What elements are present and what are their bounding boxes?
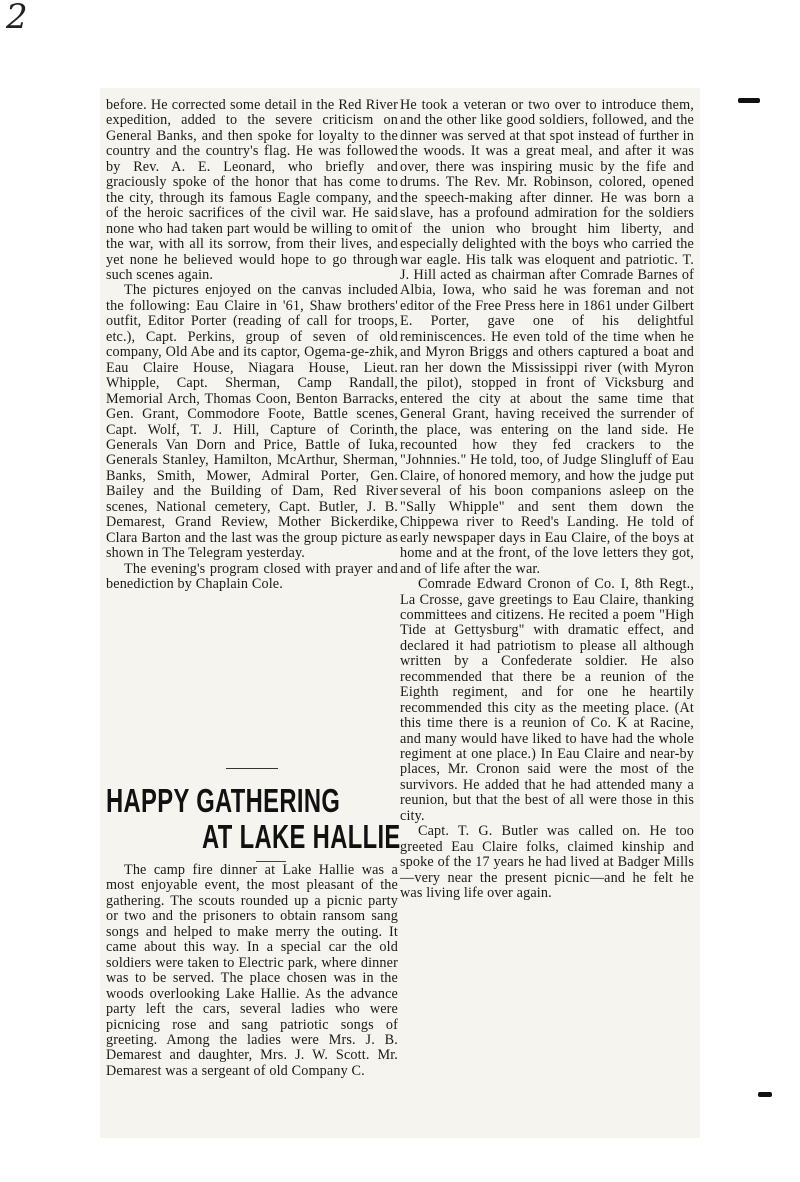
paragraph: before. He corrected some detail in the Red River expedition, added to the severe criticism on General Banks, and then spoke for loyalty to the country and the country's flag. He was followed by Rev. A. E. Leonard, who briefly and graciously spoke of the honor that has come to the city, through its famous Eagle company, and of the heroic sacrifices of the civil war. He said none who had taken part would be willing to omit the war, with all its sorrow, from their lives, and yet none he believed would hope to go through such scenes again. [106, 97, 398, 283]
scan-mark [758, 1092, 772, 1097]
left-column-top [106, 98, 398, 593]
paragraph: Capt. T. G. Butler was called on. He too greeted Eau Claire folks, claimed kinship and spoke of the 17 years he had lived at Badger Mills—very near the present picnic—and he felt he was living life over again. [400, 823, 694, 902]
headline-line-1: HAPPY GATHERING [106, 782, 341, 819]
headline [106, 768, 401, 862]
paragraph: The pictures enjoyed on the canvas included the following: Eau Claire in '61, Shaw brothers' outfit, Editor Porter (reading of call for troops, etc.), Capt. Perkins, group of seven of old company, Old Abe and its captor, Ogema-ge-zhik, Eau Claire House, Niagara House, Lieut. Whipple, Capt. Sherman, Camp Randall, Memorial Arch, Thomas Coon, Benton Barracks, Gen. Grant, Commodore Foote, Battle scenes, Capt. Wolf, T. J. Hill, Capture of Corinth, Generals Van Dorn and Price, Battle of Iuka, Generals Stanley, Hamilton, McArthur, Sherman, Banks, Smith, Mower, Admiral Porter, Gen. Bailey and the Building of Dam, Red River scenes, National cemetery, Capt. Butler, J. B. Demarest, Grand Review, Mother Bickerdike, Clara Barton and the last was the group picture as shown in The Telegram yesterday. [106, 282, 398, 562]
newspaper-clipping [100, 88, 700, 1138]
headline-line-2: AT LAKE HALLIE [202, 818, 401, 855]
left-column-story [106, 863, 398, 1079]
paragraph: The camp fire dinner at Lake Hallie was a most enjoyable event, the most pleasant of the gathering. The scouts rounded up a picnic party or two and the prisoners to obtain ransom sang songs and helped to make merry the outing. It came about this way. In a special car the old soldiers were taken to Electric park, where dinner was to be served. The place chosen was in the woods overlooking Lake Hallie. As the advance party left the cars, several ladies who were picnicing rose and sang patriotic songs of greeting. Among the ladies were Mrs. J. B. Demarest and daughter, Mrs. J. W. Scott. Mr. Demarest was a sergeant of old Company C. [106, 862, 398, 1079]
divider [226, 768, 278, 769]
scan-mark [738, 98, 760, 103]
page-number: 2 [6, 0, 28, 37]
paragraph: Comrade Edward Cronon of Co. I, 8th Regt., La Crosse, gave greetings to Eau Claire, thanking committees and citizens. He recited a poem "High Tide at Gettysburg" with dramatic effect, and declared it had patriotism to please all although written by a Confederate soldier. He also recommended that there be a reunion of the Eighth regiment, and for one he heartily recommended this city as the meeting place. (At this time there is a reunion of Co. K at Racine, and many would have liked to have had the whole regiment at one place.) In Eau Claire and near-by places, Mr. Cronon said were the most of the survivors. He added that he had attended many a reunion, but that the best of all were those in this city. [400, 576, 694, 824]
right-column [400, 98, 694, 902]
paragraph: The evening's program closed with prayer and benediction by Chaplain Cole. [106, 560, 398, 593]
paragraph: He took a veteran or two over to introduce them, and the other like good soldiers, followed, and the dinner was served at that spot instead of further in the woods. It was a great meal, and after it was over, there was inspiring music by the fife and drums. The Rev. Mr. Robinson, colored, opened the speech-making after dinner. He was born a slave, has a profound admiration for the soldiers of the union who brought him liberty, and especially delighted with the boys who carried the war eagle. His talk was eloquent and patriotic. T. J. Hill acted as chairman after Comrade Barnes of Albia, Iowa, who said he was foreman and not editor of the Free Press here in 1861 under Gilbert E. Porter, gave one of his delightful reminiscences. He even told of the time when he and Myron Briggs and others captured a boat and ran her down the Mississippi river (with Myron the pilot), stopped in front of Vicksburg and entered the city at about the same time that General Grant, having received the surrender of the place, was entering on the land side. He recounted how they fed crackers to the "Johnnies." He told, too, of Judge Slingluff of Eau Claire, of honored memory, and how the judge put several of his boon companions asleep on the "Sally Whipple" and sent them down the Chippewa river to Reed's Landing. He told of early newspaper days in Eau Claire, of the boys at home and at the front, of the love letters they got, and of life after the war. [400, 97, 694, 577]
